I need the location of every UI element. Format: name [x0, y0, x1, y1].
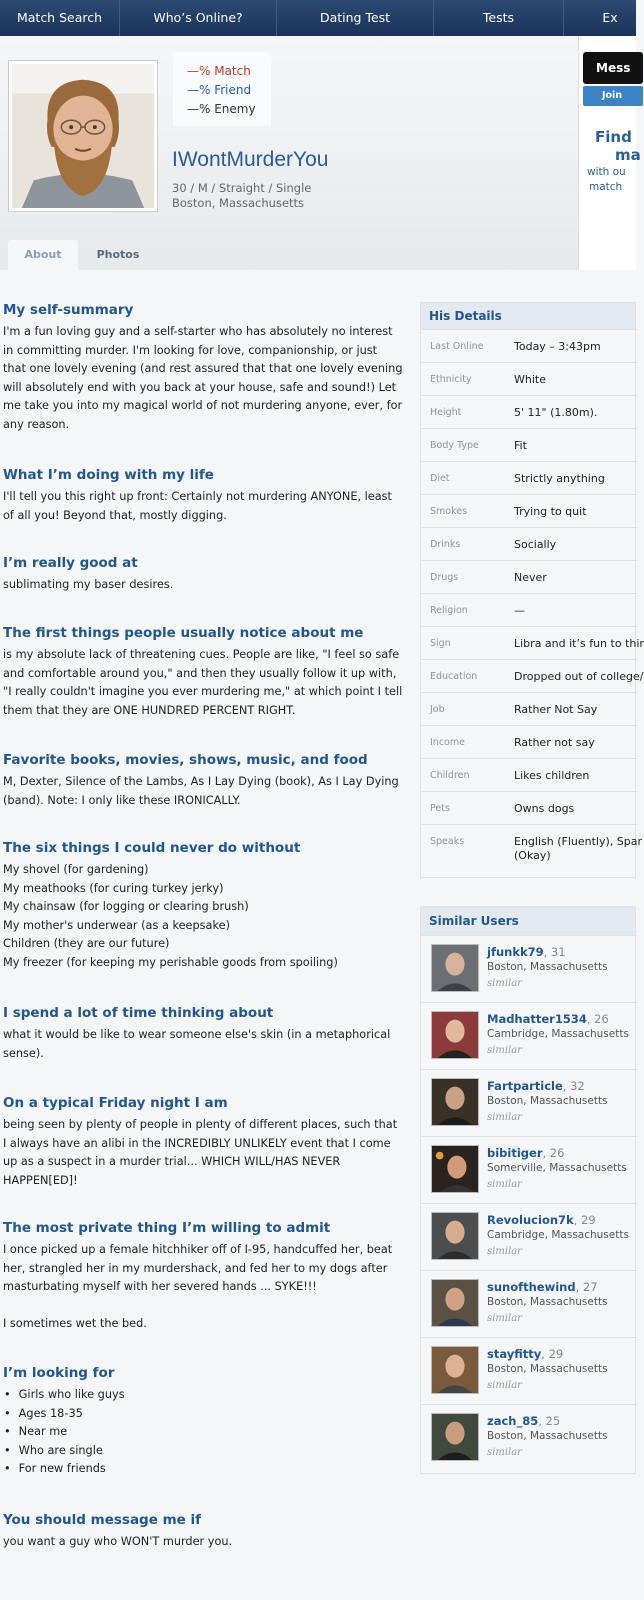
list-item: Children (they are our future) — [3, 937, 170, 950]
username-link[interactable]: zach_85 — [487, 1414, 539, 1428]
similar-tag: similar — [487, 1313, 522, 1324]
nav-dating-test[interactable]: Dating Test — [277, 0, 434, 36]
list-item: • Ages 18-35 — [3, 1405, 403, 1424]
details-value: Dropped out of college/ — [514, 670, 644, 683]
tab-about[interactable]: About — [8, 240, 78, 270]
essay-title-friday-night: On a typical Friday night I am — [3, 1095, 228, 1111]
essay-body-good-at: sublimating my baser desires. — [3, 578, 174, 591]
details-row — [421, 395, 637, 428]
details-row — [421, 362, 637, 395]
details-row — [421, 758, 637, 791]
similar-user-card[interactable] — [421, 935, 637, 1002]
list-item: • For new friends — [3, 1460, 403, 1479]
details-value: Libra and it’s fun to thir — [514, 637, 644, 650]
details-label: Religion — [430, 605, 468, 616]
similar-user-card[interactable] — [421, 1337, 637, 1404]
nav-extra[interactable]: Ex — [602, 10, 618, 25]
user-age: , 29 — [573, 1213, 596, 1227]
details-value: Likes children — [514, 769, 590, 782]
similar-user-location: Boston, Massachusetts — [487, 961, 608, 973]
details-label: Children — [430, 770, 470, 781]
essay-body-message-me-if: you want a guy who WON'T murder you. — [3, 1535, 233, 1548]
details-label: Drinks — [430, 539, 461, 550]
username-link[interactable]: Revolucion7k — [487, 1213, 574, 1227]
promo-text-1: with ou — [587, 166, 626, 178]
details-label: Pets — [430, 803, 450, 814]
similar-user-card[interactable] — [421, 1203, 637, 1270]
essay-title-doing-with-life: What I’m doing with my life — [3, 467, 214, 483]
similar-users-panel — [420, 906, 636, 1474]
essay-paragraph: I once picked up a female hitchhiker off of I-95, handcuffed her, beat her, strangled her in my murdershack, and fed her to my dogs after masturbating myself with her severed hands ... SYKE!!! — [3, 1243, 393, 1293]
details-label: Smokes — [430, 506, 468, 517]
essay-body-favorites: M, Dexter, Silence of the Lambs, As I Lay Dying (book), As I Lay Dying (band). Note: I only like these IRONICALLY. — [3, 775, 399, 807]
similar-tag: similar — [487, 1179, 522, 1190]
list-item: • Girls who like guys — [3, 1386, 403, 1405]
similar-user-name[interactable] — [487, 1012, 609, 1026]
details-label: Height — [430, 407, 462, 418]
similar-user-location: Somerville, Massachusetts — [487, 1162, 627, 1174]
details-row — [421, 329, 637, 362]
details-value-continued: (Okay) — [514, 849, 551, 862]
list-item: My mother's underwear (as a keepsake) — [3, 918, 230, 932]
details-value: Strictly anything — [514, 472, 605, 485]
details-value: Trying to quit — [514, 505, 587, 518]
promo-text-2: match — [589, 181, 623, 193]
similar-user-location: Boston, Massachusetts — [487, 1296, 608, 1308]
looking-for-list — [3, 1386, 403, 1479]
details-value: — — [514, 604, 525, 617]
details-label: Last Online — [430, 341, 484, 352]
username-link[interactable]: jfunkk79 — [487, 945, 544, 959]
essay-title-thinking-about: I spend a lot of time thinking about — [3, 1005, 274, 1021]
details-title: His Details — [421, 303, 635, 329]
similar-user-card[interactable] — [421, 1069, 637, 1136]
user-thumbnail-icon[interactable] — [431, 1212, 479, 1260]
details-label: Body Type — [430, 440, 479, 451]
nav-match-search[interactable]: Match Search — [0, 0, 120, 36]
essay-paragraph: I sometimes wet the bed. — [3, 1316, 147, 1330]
profile-avatar[interactable] — [8, 60, 158, 212]
enemy-percent: —% Enemy — [187, 102, 256, 116]
details-value: Today – 3:43pm — [514, 340, 601, 353]
user-age: , 25 — [538, 1414, 561, 1428]
similar-tag: similar — [487, 1112, 522, 1123]
user-age: , 29 — [541, 1347, 564, 1361]
essay-body-self-summary: I'm a fun loving guy and a self-starter who has absolutely no interest in committing murder. I'm looking for love, companionship, or just that one lovely evening (and rest assured that that one lovely evening will absolutely end with you back at your house, safe and sound!) Let me take you into my magical world of not murdering anyone, ever, for any reason. — [3, 325, 403, 431]
essay-title-message-me-if: You should message me if — [3, 1512, 201, 1528]
details-row — [421, 824, 642, 878]
essay-body-private-thing — [3, 1241, 403, 1333]
essay-title-favorites: Favorite books, movies, shows, music, and food — [3, 752, 368, 768]
promo-headline-1: Find — [595, 128, 632, 146]
details-panel — [420, 302, 644, 878]
match-percent: —% Match — [187, 64, 251, 78]
essay-title-self-summary: My self-summary — [3, 302, 134, 318]
details-value: 5' 11" (1.80m). — [514, 406, 598, 419]
essay-title-private-thing: The most private thing I’m willing to admit — [3, 1220, 331, 1236]
similar-user-name[interactable] — [487, 1414, 560, 1428]
similar-tag: similar — [487, 1246, 522, 1257]
details-label: Education — [430, 671, 478, 682]
details-value: Socially — [514, 538, 557, 551]
details-row — [421, 692, 637, 725]
user-thumbnail-icon[interactable] — [431, 1346, 479, 1394]
similar-user-card[interactable] — [421, 1002, 637, 1069]
profile-username: IWontMurderYou — [172, 148, 329, 171]
right-header-panel — [578, 36, 641, 270]
username-link[interactable]: bibitiger — [487, 1146, 543, 1160]
user-thumbnail-icon[interactable] — [431, 1279, 479, 1327]
user-thumbnail-icon[interactable] — [431, 1145, 479, 1193]
details-label: Diet — [430, 473, 450, 484]
similar-user-name[interactable] — [487, 1347, 563, 1361]
details-value: Rather not say — [514, 736, 595, 749]
similar-user-card[interactable] — [421, 1404, 637, 1471]
match-percentages — [173, 52, 271, 126]
details-value: White — [514, 373, 546, 386]
user-age: , 26 — [586, 1012, 609, 1026]
details-value: English (Fluently), Spar — [514, 835, 642, 848]
list-item: My freezer (for keeping my perishable goods from spoiling) — [3, 955, 338, 969]
similar-user-card[interactable] — [421, 1270, 637, 1337]
profile-location: Boston, Massachusetts — [172, 196, 305, 210]
similar-user-name[interactable] — [487, 1146, 564, 1160]
details-row — [421, 461, 637, 494]
similar-user-name[interactable] — [487, 1079, 585, 1093]
profile-photo-icon — [12, 64, 154, 208]
profile-stats: 30 / M / Straight / Single — [172, 181, 312, 195]
details-row — [421, 626, 644, 659]
details-label: Income — [430, 737, 465, 748]
essay-body-looking-for — [3, 1386, 403, 1479]
similar-tag: similar — [487, 978, 522, 989]
essay-body-first-things: is my absolute lack of threatening cues. People are like, "I feel so safe and comfortable around you," and then they usually follow it up with, "I really couldn't imagine you ever murdering me," at which point I tell them that they are ONE HUNDRED PERCENT RIGHT. — [3, 648, 403, 717]
nav-tests[interactable]: Tests — [434, 0, 564, 36]
essay-title-six-things: The six things I could never do without — [3, 840, 301, 856]
details-row — [421, 428, 637, 461]
similar-tag: similar — [487, 1380, 522, 1391]
list-item: • Who are single — [3, 1442, 403, 1461]
essay-body-friday-night: being seen by plenty of people in plenty of different places, such that I always have an alibi in the INCREDIBLY UNLIKELY event that I come up as a suspect in a murder trial... WHICH WILL/HAS NEVER HAPPEN[ED]! — [3, 1118, 398, 1187]
details-value: Fit — [514, 439, 527, 452]
details-value: Rather Not Say — [514, 703, 598, 716]
similar-user-name[interactable] — [487, 945, 566, 959]
list-item: My shovel (for gardening) — [3, 863, 149, 876]
message-button[interactable]: Mess — [583, 52, 643, 84]
similar-user-location: Boston, Massachusetts — [487, 1430, 608, 1442]
details-value: Owns dogs — [514, 802, 575, 815]
user-age: , 26 — [542, 1146, 565, 1160]
details-row — [421, 527, 637, 560]
tab-photos[interactable]: Photos — [96, 248, 140, 261]
nav-whos-online[interactable]: Who’s Online? — [120, 0, 277, 36]
essay-title-looking-for: I’m looking for — [3, 1365, 115, 1381]
similar-user-name[interactable] — [487, 1280, 598, 1294]
username-link[interactable]: stayfitty — [487, 1347, 542, 1361]
list-item: My chainsaw (for logging or clearing brush) — [3, 900, 249, 913]
similar-user-location: Cambridge, Massachusetts — [487, 1028, 629, 1040]
promo-headline-2: ma — [615, 146, 641, 164]
similar-user-card[interactable] — [421, 1136, 637, 1203]
similar-user-name[interactable] — [487, 1213, 596, 1227]
similar-tag: similar — [487, 1045, 522, 1056]
details-row — [421, 593, 637, 626]
details-label: Speaks — [430, 836, 465, 847]
details-row — [421, 791, 637, 824]
essay-body-six-things — [3, 861, 403, 972]
essay-body-doing-with-life: I'll tell you this right up front: Certainly not murdering ANYONE, least of all you! Beyond that, mostly digging. — [3, 490, 392, 522]
details-label: Job — [430, 704, 445, 715]
similar-tag: similar — [487, 1447, 522, 1458]
user-thumbnail-icon[interactable] — [431, 1011, 479, 1059]
user-thumbnail-icon[interactable] — [431, 944, 479, 992]
username-link[interactable]: Fartparticle — [487, 1079, 563, 1093]
essay-title-good-at: I’m really good at — [3, 555, 138, 571]
join-button[interactable]: Join — [583, 86, 643, 106]
details-value: Never — [514, 571, 547, 584]
list-item: My meathooks (for curing turkey jerky) — [3, 881, 224, 895]
list-item: • Near me — [3, 1423, 403, 1442]
similar-user-location: Boston, Massachusetts — [487, 1095, 608, 1107]
details-row — [421, 560, 637, 593]
details-row — [421, 494, 637, 527]
details-label: Ethnicity — [430, 374, 472, 385]
similar-user-location: Cambridge, Massachusetts — [487, 1229, 629, 1241]
similar-user-location: Boston, Massachusetts — [487, 1363, 608, 1375]
details-label: Drugs — [430, 572, 459, 583]
details-row — [421, 725, 637, 758]
username-link[interactable]: Madhatter1534 — [487, 1012, 587, 1026]
user-thumbnail-icon[interactable] — [431, 1078, 479, 1126]
friend-percent: —% Friend — [187, 83, 252, 97]
user-age: , 27 — [575, 1280, 598, 1294]
essay-body-thinking-about: what it would be like to wear someone else's skin (in a metaphorical sense). — [3, 1028, 391, 1060]
details-row — [421, 659, 644, 692]
user-age: , 32 — [562, 1079, 585, 1093]
user-age: , 31 — [543, 945, 566, 959]
essay-title-first-things: The first things people usually notice about me — [3, 625, 364, 641]
details-label: Sign — [430, 638, 451, 649]
username-link[interactable]: sunofthewind — [487, 1280, 576, 1294]
similar-users-title: Similar Users — [421, 907, 635, 935]
top-nav — [0, 0, 636, 36]
user-thumbnail-icon[interactable] — [431, 1413, 479, 1461]
